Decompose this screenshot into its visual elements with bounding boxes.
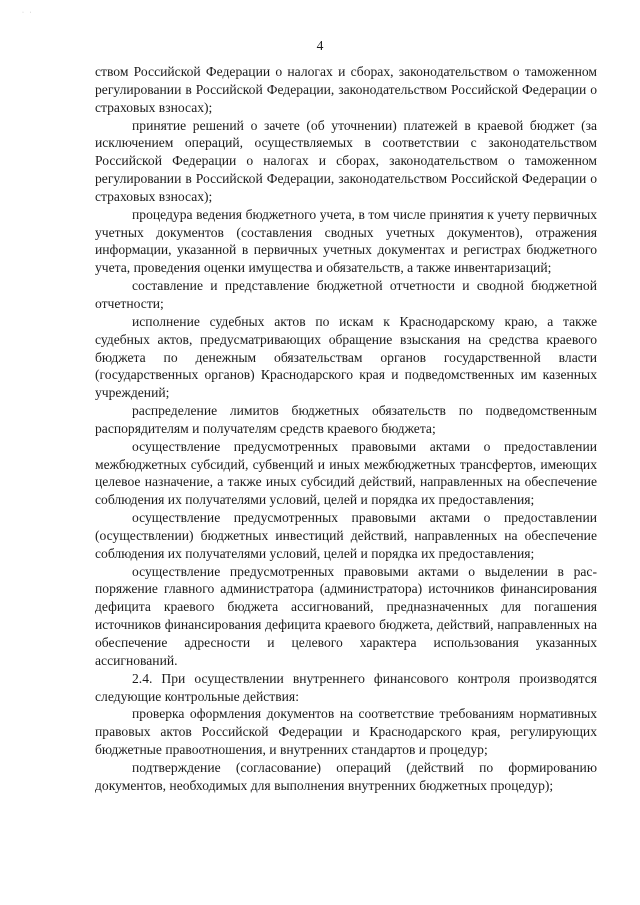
paragraph: принятие решений о зачете (об уточнении) платежей в краевой бюджет (за исключением операций, осуществляемых в соответствии с законодательством Российской Федерации о налогах и сборах, законодательством о таможенном регулировании в Российской Федерации, законодательством Российской Федерации о страховых взносах); (95, 117, 597, 204)
paragraph: распределение лимитов бюджетных обязательств по подведомственным распорядителям и получателям средств краевого бюджета; (95, 403, 597, 436)
paragraph: подтверждение (согласование) операций (действий по формированию документов, необходимых для выполнения внутренних бюджетных процедур); (95, 759, 597, 793)
paragraph: осуществление предусмотренных правовыми актами о предоставлении межбюджетных субсидий, субвенций и иных межбюджетных трансфертов, имеющих целевое назначение, а также иных субсидий действий, направленных на обеспечение соблюдения их получателями условий, целей и порядка их предоставления; (95, 438, 597, 508)
page-number: 4 (316, 38, 324, 53)
paragraph: исполнение судебных актов по искам к Краснодарскому краю, а также судебных актов, предусматривающих обращение взыскания на средства краевого бюджета по денежным обязательствам органов государственной власти (государственных органов) Краснодарского края и подведомственных им казенных учреждений; (95, 313, 597, 401)
paragraph: процедура ведения бюджетного учета, в том числе принятия к учету первичных учетных документов (составления сводных учетных документов), отражения информации, указанной в первичных учетных документах и регистрах бюджетного учета, проведения оценки имущества и обязательств, а также инвентаризаций; (95, 206, 597, 276)
paragraph: ством Российской Федерации о налогах и сборах, законодательством о таможенном регулировании в Российской Федерации, законодательством Российской Федерации о страховых взносах); (95, 64, 597, 115)
document-body (95, 63, 597, 795)
paragraph: проверка оформления документов на соответствие требованиям нормативных правовых актов Российской Федерации и Краснодарского края, регулирующих бюджетные правоотношения, и внутренних стандартов и процедур; (95, 706, 597, 758)
scan-corner-mark: · · (22, 10, 34, 16)
section-heading-paragraph: 2.4. При осуществлении внутреннего финансового контроля производятся следующие контрольные действия: (95, 670, 597, 704)
paragraph: осуществление предусмотренных правовыми актами о выделении в распоряжение главного администратора (администратора) источников финансирования дефицита краевого бюджета ассигнований, предназначенных для погашения источников финансирования дефицита краевого бюджета, действий, направленных на обеспечение адресности и целевого характера использования указанных ассигнований. (95, 563, 597, 668)
paragraph: осуществление предусмотренных правовыми актами о предоставлении (осуществлении) бюджетных инвестиций действий, направленных на обеспечение соблюдения их получателями условий, целей и порядка их предоставления; (95, 510, 597, 561)
paragraph: составление и представление бюджетной отчетности и сводной бюджетной отчетности; (95, 278, 597, 311)
